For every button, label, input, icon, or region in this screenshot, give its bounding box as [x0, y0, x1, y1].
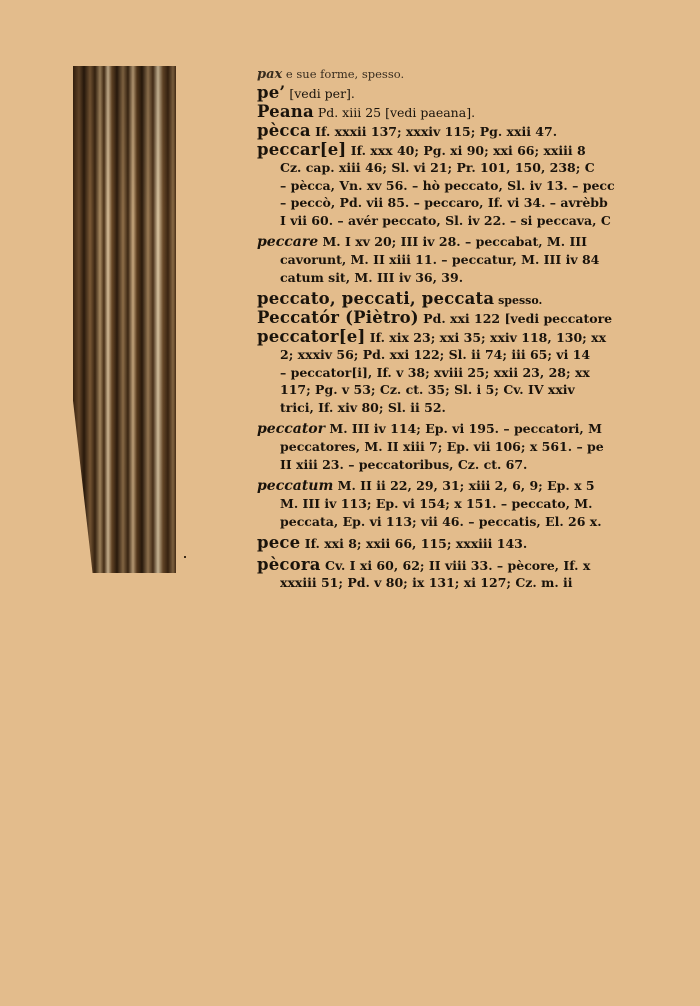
entry-text: spesso.: [494, 294, 543, 307]
entry-subline: trici, If. xiv 80; Sl. ii 52.: [280, 399, 446, 415]
entry-subline: M. III iv 113; Ep. vi 154; x 151. – peccato, M.: [280, 496, 593, 511]
headword: peccar[e]: [257, 140, 347, 159]
headword: pe’: [257, 83, 286, 102]
entry-subline: Cz. cap. xiii 46; Sl. vi 21; Pr. 101, 150, 238; C: [280, 160, 595, 175]
entry-peccato: [257, 289, 627, 308]
entry-peccatore: [257, 327, 627, 416]
page-speck: [184, 556, 186, 558]
entry-text: Cv. I xi 60, 62; II viii 33. – pècore, If. x: [320, 558, 591, 573]
entry-subline: 117; Pg. v 53; Cz. ct. 35; Sl. i 5; Cv. IV xxiv: [280, 382, 575, 397]
entry-text: e sue forme, spesso.: [282, 67, 405, 81]
entry-text: M. II ii 22, 29, 31; xiii 2, 6, 9; Ep. x 5: [333, 478, 595, 493]
entry-text: If. xxx 40; Pg. xi 90; xxi 66; xxiii 8: [346, 143, 586, 158]
headword: Peana: [257, 102, 314, 121]
entry-subline: cavorunt, M. II xiii 11. – peccatur, M. III iv 84: [280, 252, 600, 267]
entry-peana: [257, 102, 627, 121]
entry-text: Pd. xiii 25 [vedi paeana].: [313, 105, 476, 120]
entry-subline: – pècca, Vn. xv 56. – hò peccato, Sl. iv 13. – pecc: [280, 177, 615, 193]
entry-peccator-la: [257, 419, 627, 473]
entry-peccatum: [257, 476, 627, 530]
entry-pe: [257, 83, 627, 102]
headword: peccator: [257, 421, 325, 437]
entry-text: If. xxi 8; xxii 66, 115; xxxiii 143.: [300, 536, 528, 551]
headword: Peccatór (Piètro): [257, 308, 419, 327]
entry-subline: – peccator[i], If. v 38; xviii 25; xxii 23, 28; xx: [280, 364, 590, 380]
entry-peccare-it: [257, 140, 627, 229]
entry-text: Pd. xxi 122 [vedi peccatore: [418, 311, 613, 326]
entry-text: M. I xv 20; III iv 28. – peccabat, M. III: [318, 234, 587, 249]
headword: peccato, peccati, peccata: [257, 289, 495, 308]
entry-pecca: [257, 121, 627, 140]
entry-peccare-la: [257, 232, 627, 286]
headword: pècora: [257, 555, 321, 574]
entry-subline: catum sit, M. III iv 36, 39.: [280, 269, 464, 285]
entry-text: If. xix 23; xxi 35; xxiv 118, 130; xx: [365, 330, 607, 345]
headword: peccare: [257, 234, 319, 250]
entry-subline: peccatores, M. II xiii 7; Ep. vii 106; x 561. – pe: [280, 439, 604, 454]
entry-subline: xxxiii 51; Pd. v 80; ix 131; xi 127; Cz. m. ii: [280, 575, 573, 590]
entry-pecora: [257, 555, 627, 592]
entry-subline: peccata, Ep. vi 113; vii 46. – peccatis, El. 26 x.: [280, 513, 602, 529]
entry-subline: – peccò, Pd. vii 85. – peccaro, If. vi 34. – avrèbb: [280, 195, 608, 210]
entry-subline: I vii 60. – avér peccato, Sl. iv 22. – si peccava, C: [280, 212, 611, 228]
entry-pax: [257, 66, 627, 83]
book-spine-image: [73, 66, 176, 573]
entry-subline: 2; xxxiv 56; Pd. xxi 122; Sl. ii 74; iii 65; vi 14: [280, 347, 591, 362]
entry-pece: [257, 533, 627, 552]
entry-subline: II xiii 23. – peccatoribus, Cz. ct. 67.: [280, 456, 528, 472]
headword: peccatum: [257, 478, 334, 494]
entry-text: If. xxxii 137; xxxiv 115; Pg. xxii 47.: [310, 124, 558, 139]
headword: pax: [257, 67, 283, 82]
headword: pece: [257, 533, 301, 552]
headword: pècca: [257, 121, 311, 140]
entry-text: [vedi per].: [285, 86, 355, 101]
entry-peccator-pietro: [257, 308, 627, 327]
dictionary-column: [257, 66, 627, 592]
headword: peccator[e]: [257, 327, 366, 346]
entry-text: M. III iv 114; Ep. vi 195. – peccatori, M: [325, 421, 602, 436]
